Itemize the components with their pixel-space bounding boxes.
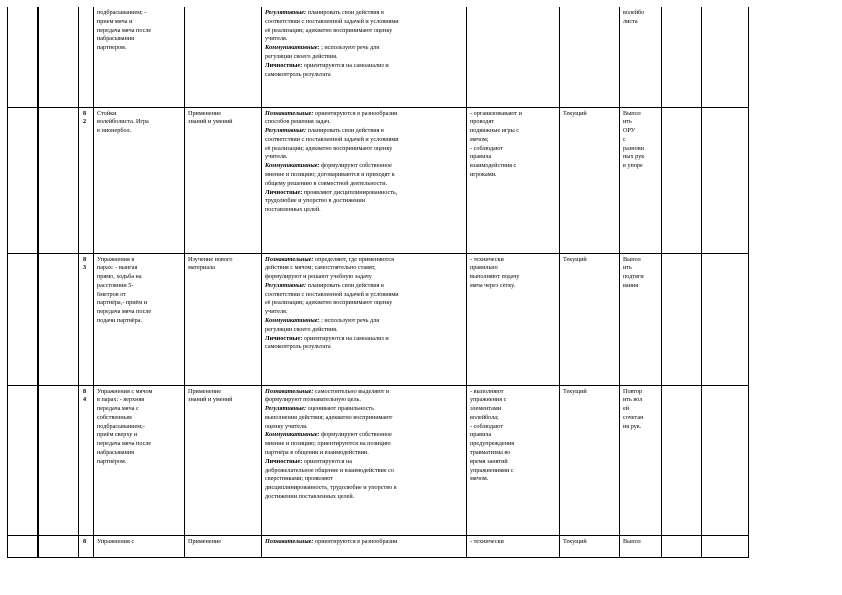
homework-line: в упоре [623, 162, 643, 170]
activity-line: взаимодействия с [470, 162, 517, 170]
homework-line: сочетан [623, 413, 644, 421]
topic-line: партнером. [97, 44, 127, 52]
control-line: Текущий [563, 537, 587, 545]
uud-line [265, 273, 463, 282]
uud-cell [262, 535, 467, 558]
topic-line: прием мяча и [97, 17, 133, 25]
uud-line [265, 308, 463, 317]
empty-cell [8, 253, 38, 385]
lesson-number [79, 253, 94, 385]
uud-text: соответствии с поставленной задачей и условиями [265, 17, 399, 25]
topic-line: Упражнения в [97, 255, 135, 263]
uud-line [265, 162, 463, 171]
table-row [8, 385, 749, 535]
homework-line: ОРУ [623, 127, 636, 135]
uud-line [265, 291, 463, 300]
control-line: Текущий [563, 387, 587, 395]
lesson-number-digit: 8 [83, 537, 87, 545]
uud-text: ориентируются на самоанализ и [302, 334, 389, 342]
homework-line: листа [623, 17, 638, 25]
activity-line: игроками. [470, 171, 497, 179]
control-line: Текущий [563, 109, 587, 117]
table-row [8, 7, 749, 107]
empty-cell [702, 385, 749, 535]
uud-label: Коммуникативные: [265, 431, 320, 439]
empty-cell [702, 535, 749, 558]
type-line: Изучение нового [188, 255, 233, 263]
uud-text: достижении поставленных целей. [265, 493, 355, 501]
homework-line: ей [623, 405, 630, 413]
activity-line: - соблюдают [470, 422, 503, 430]
topic-line: партнёра,- приём и [97, 299, 148, 307]
uud-cell [262, 107, 467, 253]
uud-line [265, 467, 463, 476]
uud-label: Коммуникативные: [265, 317, 320, 325]
uud-cell [262, 7, 467, 107]
uud-line [265, 53, 463, 62]
uud-line [265, 317, 463, 326]
empty-cell [662, 253, 702, 385]
uud-line [265, 127, 463, 136]
activity-line: время занятий [470, 457, 508, 465]
topic-line: подачи партнёра. [97, 317, 143, 325]
uud-text: ориентируются в разнообразии [313, 109, 398, 117]
uud-text: оценку учителя. [265, 422, 308, 430]
homework [620, 535, 662, 558]
uud-line [265, 326, 463, 335]
uud-text: формулируют собственное [319, 162, 392, 170]
lesson-number-digit: 3 [83, 264, 87, 272]
uud-label: Регулятивные: [265, 405, 307, 413]
uud-line [265, 475, 463, 484]
homework [620, 385, 662, 535]
topic-line: волейболиста. Игра [97, 118, 149, 126]
lesson-number-digit: 8 [83, 109, 87, 117]
activity-line: выполняют подачу [470, 273, 520, 281]
homework-line: Выпол [623, 109, 641, 117]
uud-line [265, 189, 463, 198]
uud-text: соответствии с поставленной задачей и условиями [265, 290, 399, 298]
uud-line [265, 171, 463, 180]
lesson-number-digit [83, 18, 90, 27]
lesson-number-digit: 2 [83, 118, 87, 126]
uud-line [265, 423, 463, 432]
uud-line [265, 431, 463, 440]
uud-line [265, 388, 463, 397]
uud-line [265, 206, 463, 215]
uud-label: Личностные: [265, 457, 303, 465]
topic-line: расстоянии 5- [97, 281, 134, 289]
lesson-number-digit [83, 546, 90, 555]
uud-text: поставленных целей. [265, 206, 321, 214]
homework-line: ия рук. [623, 422, 642, 430]
uud-text: доброжелательное общение и взаимодействие со [265, 466, 394, 474]
topic-line: набрасывания [97, 449, 135, 457]
type-line: Применение [188, 109, 221, 117]
uud-text: самоконтроль результата [265, 70, 331, 78]
lesson-topic [94, 535, 185, 558]
uud-label: Коммуникативные: [265, 44, 320, 52]
homework-line: ить вол [623, 396, 643, 404]
lesson-number-digit: 4 [83, 396, 87, 404]
uud-text: определяют, где применяются [313, 255, 394, 263]
uud-line [265, 414, 463, 423]
homework [620, 107, 662, 253]
uud-cell [262, 385, 467, 535]
homework-line: разнови [623, 144, 644, 152]
activity-line: правильно [470, 264, 498, 272]
activity-line: травматизма во [470, 449, 511, 457]
uud-text: регуляции своего действия. [265, 325, 338, 333]
lesson-type [185, 107, 262, 253]
table-row [8, 253, 749, 385]
lesson-plan-table [7, 7, 749, 558]
uud-line [265, 538, 463, 547]
uud-line [265, 264, 463, 273]
uud-label: Познавательные: [265, 109, 314, 117]
uud-text: ; используют речь для [319, 44, 380, 52]
empty-cell [702, 107, 749, 253]
activity-line: мяча через сетку. [470, 281, 516, 289]
uud-label: Регулятивные: [265, 9, 307, 16]
topic-line: приём сверху и [97, 431, 138, 439]
uud-line [265, 343, 463, 352]
homework-line: вания [623, 281, 639, 289]
table-row [8, 535, 749, 558]
empty-cell [702, 7, 749, 107]
empty-cell [702, 253, 749, 385]
topic-line: 6метров от [97, 290, 126, 298]
uud-line [265, 153, 463, 162]
topic-line: в пионербол. [97, 127, 132, 135]
homework-line: с [623, 135, 626, 143]
lesson-number [79, 7, 94, 107]
lesson-type [185, 385, 262, 535]
control-line: Текущий [563, 255, 587, 263]
type-line: знаний и умений [188, 396, 233, 404]
uud-line [265, 71, 463, 80]
uud-text: выполнения действия; адекватно воспринимают [265, 413, 393, 421]
topic-line: Упражнения с мячом [97, 387, 153, 395]
uud-line [265, 458, 463, 467]
control-type [560, 535, 620, 558]
lesson-type [185, 253, 262, 385]
uud-line [265, 110, 463, 119]
homework-line: Выпол [623, 255, 641, 263]
lesson-number [79, 107, 94, 253]
control-type [560, 107, 620, 253]
uud-label: Познавательные: [265, 537, 314, 545]
uud-line [265, 62, 463, 71]
uud-line [265, 449, 463, 458]
lesson-number-digit: 8 [83, 255, 87, 263]
homework-line: ить [623, 118, 632, 126]
uud-line [265, 136, 463, 145]
uud-line [265, 282, 463, 291]
empty-cell [8, 385, 38, 535]
uud-line [265, 118, 463, 127]
uud-text: планировать свои действия в [306, 281, 384, 289]
topic-line: передача мяча после [97, 308, 152, 316]
student-activity [467, 385, 560, 535]
uud-line [265, 145, 463, 154]
uud-line [265, 405, 463, 414]
uud-text: ориентируются на [302, 457, 353, 465]
uud-text: ориентируются в разнообразии [313, 537, 398, 545]
uud-line [265, 18, 463, 27]
empty-cell [8, 535, 38, 558]
activity-line: правила [470, 153, 492, 161]
uud-text: учителя. [265, 308, 288, 316]
empty-cell [662, 107, 702, 253]
uud-text: мнение и позицию; договариваются и приходят к [265, 171, 395, 179]
activity-line: - организовывают и [470, 109, 522, 117]
uud-label: Личностные: [265, 334, 303, 342]
uud-text: мнение и позицию; ориентируются на позицию [265, 440, 391, 448]
activity-line: правила [470, 431, 492, 439]
uud-text: дисциплинированность, трудолюбие и упорство в [265, 484, 397, 492]
uud-text: проявляют дисциплинированность, [302, 188, 398, 196]
uud-text: регуляции своего действия. [265, 52, 338, 60]
uud-line [265, 44, 463, 53]
uud-text: планировать свои действия в [306, 9, 384, 16]
lesson-type [185, 535, 262, 558]
activity-line: - технически [470, 255, 504, 263]
topic-line: передача мяча с [97, 405, 139, 413]
lesson-topic [94, 107, 185, 253]
student-activity [467, 107, 560, 253]
type-line: Применение [188, 537, 221, 545]
uud-label: Личностные: [265, 61, 303, 69]
uud-label: Познавательные: [265, 255, 314, 263]
uud-line [265, 27, 463, 36]
uud-line [265, 180, 463, 189]
empty-cell [662, 7, 702, 107]
activity-line: - соблюдают [470, 144, 503, 152]
uud-line [265, 256, 463, 265]
topic-line: передача мяча после [97, 440, 152, 448]
uud-text: самоконтроль результата [265, 343, 331, 351]
lesson-topic [94, 253, 185, 385]
uud-text: способов решения задач. [265, 118, 331, 126]
topic-line: Упражнения с [97, 537, 135, 545]
homework-line: подтяги [623, 273, 644, 281]
empty-cell [662, 385, 702, 535]
uud-text: партнёра в общении и взаимодействии. [265, 449, 369, 457]
uud-line [265, 396, 463, 405]
uud-text: сверстниками; проявляют [265, 475, 333, 483]
uud-line [265, 9, 463, 18]
type-line: знаний и умений [188, 118, 233, 126]
uud-text: оценивают правильность [306, 405, 374, 413]
activity-line: упражнения с [470, 396, 507, 404]
uud-text: трудолюбие и упорство в достижении [265, 197, 366, 205]
control-type [560, 385, 620, 535]
activity-line: упражнениями с [470, 466, 514, 474]
lesson-type [185, 7, 262, 107]
topic-line: набрасывания [97, 35, 135, 43]
homework-line: Выпол [623, 537, 641, 545]
control-type [560, 253, 620, 385]
lesson-number-digit: 8 [83, 387, 87, 395]
type-line: Применение [188, 387, 221, 395]
homework-line: волейбо [623, 9, 645, 16]
uud-line [265, 35, 463, 44]
lesson-topic [94, 7, 185, 107]
uud-label: Регулятивные: [265, 281, 307, 289]
uud-line [265, 197, 463, 206]
uud-label: Коммуникативные: [265, 162, 320, 170]
uud-label: Регулятивные: [265, 127, 307, 135]
topic-line: передача мяча после [97, 26, 152, 34]
uud-text: ; используют речь для [319, 317, 380, 325]
uud-text: ориентируются на самоанализ и [302, 61, 389, 69]
homework-line: ить [623, 264, 632, 272]
uud-text: формулируют и решают учебную задачу [265, 273, 372, 281]
uud-line [265, 493, 463, 502]
homework-line: Повтор [623, 387, 643, 395]
uud-text: самостоятельно выделяют и [313, 387, 390, 395]
uud-text: учителя. [265, 35, 288, 43]
empty-cell [38, 107, 79, 253]
uud-label: Познавательные: [265, 387, 314, 395]
activity-line: элементами [470, 405, 502, 413]
activity-line: - выполняют [470, 387, 504, 395]
homework-line: ных рук [623, 153, 645, 161]
uud-text: планировать свои действия в [306, 127, 384, 135]
uud-line [265, 484, 463, 493]
uud-line [265, 335, 463, 344]
table-row [8, 107, 749, 253]
empty-cell [38, 253, 79, 385]
uud-label: Личностные: [265, 188, 303, 196]
topic-line: партнёром. [97, 457, 127, 465]
activity-line: предупреждения [470, 440, 515, 448]
lesson-number [79, 385, 94, 535]
topic-line: парах: - вынгая [97, 264, 138, 272]
uud-text: формулируют познавательную цель. [265, 396, 361, 404]
topic-line: прямо, ходьба на [97, 273, 142, 281]
empty-cell [38, 7, 79, 107]
uud-text: её реализации; адекватно воспринимают оценку [265, 26, 393, 34]
uud-text: действия с мячом; самостоятельно ставят, [265, 264, 376, 272]
lesson-number [79, 535, 94, 558]
empty-cell [662, 535, 702, 558]
uud-text: формулируют собственное [319, 431, 392, 439]
uud-text: соответствии с поставленной задачей и условиями [265, 135, 399, 143]
uud-text: учителя. [265, 153, 288, 161]
activity-line: - технически [470, 537, 504, 545]
uud-text: её реализации; адекватно воспринимают оценку [265, 299, 393, 307]
uud-text: её реализации; адекватно воспринимают оценку [265, 144, 393, 152]
topic-line: подбрасыванием;- [97, 422, 145, 430]
activity-line: мячом; [470, 135, 489, 143]
control-type [560, 7, 620, 107]
student-activity [467, 7, 560, 107]
uud-line [265, 440, 463, 449]
empty-cell [38, 385, 79, 535]
topic-line: подбрасыванием; - [97, 9, 147, 16]
topic-line: Стойки [97, 109, 117, 117]
empty-cell [8, 7, 38, 107]
uud-line [265, 299, 463, 308]
lesson-number-digit [83, 9, 90, 18]
type-line: материала [188, 264, 215, 272]
activity-line: проводят [470, 118, 494, 126]
uud-text: общему решению в совместной деятельности. [265, 179, 388, 187]
homework [620, 253, 662, 385]
activity-line: мячом. [470, 475, 489, 483]
activity-line: подвижные игры с [470, 127, 520, 135]
uud-cell [262, 253, 467, 385]
empty-cell [38, 535, 79, 558]
activity-line: волейбола; [470, 413, 499, 421]
student-activity [467, 535, 560, 558]
empty-cell [8, 107, 38, 253]
topic-line: в парах: - верхняя [97, 396, 145, 404]
student-activity [467, 253, 560, 385]
topic-line: собственным [97, 413, 132, 421]
lesson-topic [94, 385, 185, 535]
homework [620, 7, 662, 107]
